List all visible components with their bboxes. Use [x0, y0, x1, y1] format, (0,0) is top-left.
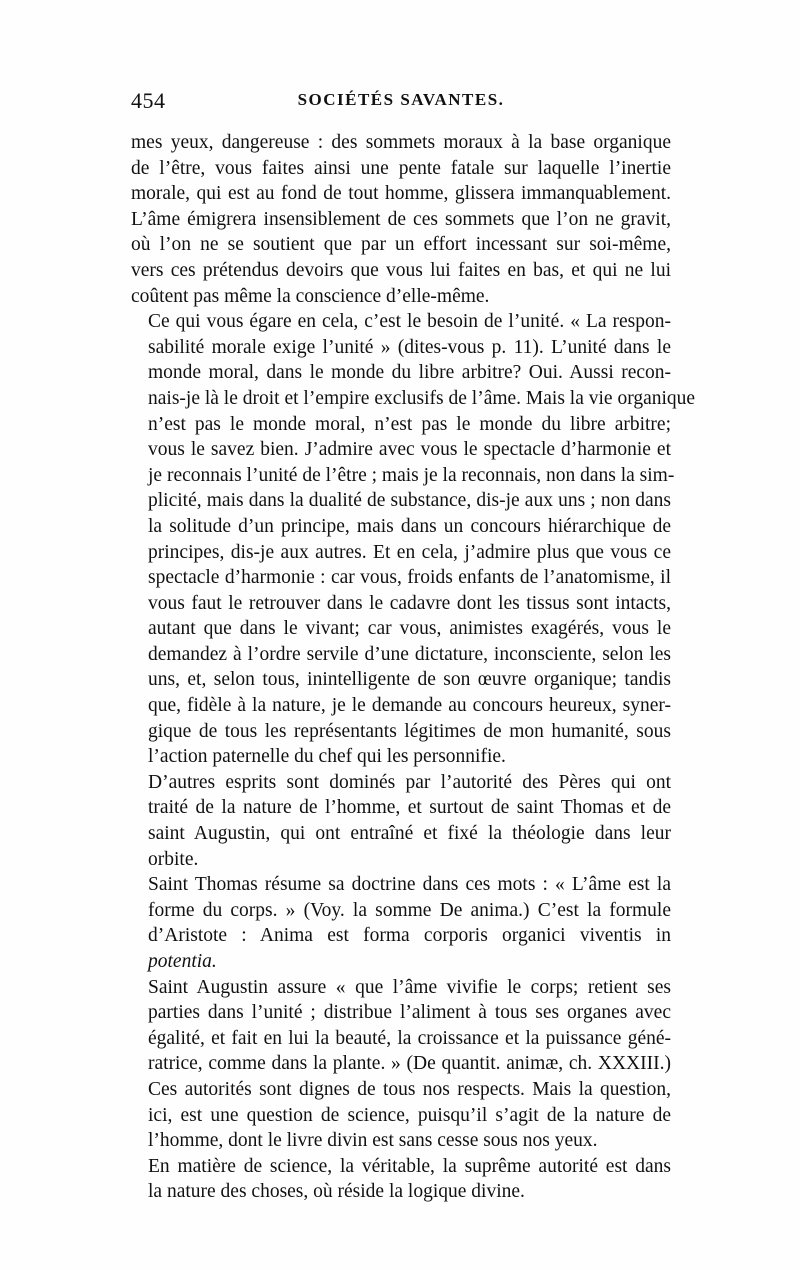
text-line: autant que dans le vivant; car vous, animistes exagérés, vous le	[148, 618, 671, 640]
text-line: mes yeux, dangereuse : des sommets moraux à la base organique	[131, 132, 671, 153]
text-line: Ces autorités sont dignes de tous nos respects. Mais la question,	[148, 1078, 671, 1100]
text-line: traité de la nature de l’homme, et surtout de saint Thomas et de	[148, 797, 671, 819]
text-line: où l’on ne se soutient que par un effort incessant sur soi-même,	[131, 234, 671, 256]
body-text	[131, 130, 696, 1205]
paragraph	[131, 770, 671, 872]
text-line: la solitude d’un principe, mais dans un concours hiérarchique de	[148, 515, 671, 537]
text-line: saint Augustin, qui ont entraîné et fixé la théologie dans leur	[148, 823, 671, 845]
text-line: je reconnais l’unité de l’être ; mais je la reconnais, non dans la sim-	[148, 464, 675, 486]
text-line: ratrice, comme dans la plante. » (De quantit. animæ, ch. XXXIII.)	[148, 1053, 671, 1075]
text-line: forme du corps. » (Voy. la somme De anima.) C’est la formule	[148, 899, 671, 921]
text-line: Saint Thomas résume sa doctrine dans ces mots : « L’âme est la	[148, 874, 671, 896]
text-line: gique de tous les représentants légitimes de mon humanité, sous	[148, 720, 671, 742]
text-line: n’est pas le monde moral, n’est pas le monde du libre arbitre;	[148, 413, 671, 435]
paragraph	[131, 1154, 671, 1205]
text-line: orbite.	[148, 848, 199, 870]
text-line: monde moral, dans le monde du libre arbitre? Oui. Aussi recon-	[148, 362, 671, 384]
text-line: vous le savez bien. J’admire avec vous le spectacle d’harmonie et	[148, 439, 671, 461]
page-header	[131, 88, 671, 116]
text-line: uns, et, selon tous, inintelligente de son œuvre organique; tandis	[148, 669, 671, 691]
text-line: de l’être, vous faites ainsi une pente fatale sur laquelle l’inertie	[131, 157, 671, 179]
text-line: d’Aristote : Anima est forma corporis organici viventis in	[148, 925, 671, 947]
text-line: sabilité morale exige l’unité » (dites-vous p. 11). L’unité dans le	[148, 336, 671, 358]
text-line: vous faut le retrouver dans le cadavre dont les tissus sont intacts,	[148, 592, 671, 614]
text-line: morale, qui est au fond de tout homme, glissera immanquablement.	[131, 183, 671, 205]
text-line: coûtent pas même la conscience d’elle-même.	[131, 285, 490, 307]
text-line: ici, est une question de science, puisqu’il s’agit de la nature de	[148, 1104, 671, 1126]
text-line: plicité, mais dans la dualité de substance, dis-je aux uns ; non dans	[148, 490, 671, 512]
text-line: En matière de science, la véritable, la suprême autorité est dans	[148, 1155, 671, 1177]
text-line: parties dans l’unité ; distribue l’aliment à tous ses organes avec	[148, 1002, 671, 1024]
text-line: D’autres esprits sont dominés par l’autorité des Pères qui ont	[148, 771, 671, 793]
text-line: nais-je là le droit et l’empire exclusifs de l’âme. Mais la vie organique	[148, 387, 696, 409]
paragraph	[131, 130, 671, 309]
text-line: potentia.	[148, 951, 217, 972]
text-line: principes, dis-je aux autres. Et en cela, j’admire plus que vous ce	[148, 541, 671, 563]
text-line: vers ces prétendus devoirs que vous lui faites en bas, et qui ne lui	[131, 259, 671, 281]
text-line: spectacle d’harmonie : car vous, froids enfants de l’anatomisme, il	[148, 567, 671, 589]
text-line: égalité, et fait en lui la beauté, la croissance et la puissance géné-	[148, 1027, 671, 1049]
paragraph	[131, 1077, 671, 1154]
text-line: L’âme émigrera insensiblement de ces sommets que l’on ne gravit,	[131, 208, 671, 230]
paragraph	[131, 872, 671, 974]
text-line: demandez à l’ordre servile d’une dictature, inconsciente, selon les	[148, 643, 671, 665]
page-number: 454	[131, 88, 166, 113]
running-head: SOCIÉTÉS SAVANTES.	[297, 90, 505, 109]
text-line: l’homme, dont le livre divin est sans cesse sous nos yeux.	[148, 1130, 598, 1152]
paragraph	[131, 975, 671, 1077]
text-line: l’action paternelle du chef qui les personnifie.	[148, 746, 506, 768]
text-line: Saint Augustin assure « que l’âme vivifie le corps; retient ses	[148, 976, 671, 998]
text-line: Ce qui vous égare en cela, c’est le besoin de l’unité. « La respon-	[148, 311, 671, 333]
text-line: que, fidèle à la nature, je le demande au concours heureux, syner-	[148, 695, 671, 717]
paragraph	[131, 309, 696, 770]
text-line: la nature des choses, où réside la logique divine.	[148, 1181, 525, 1203]
